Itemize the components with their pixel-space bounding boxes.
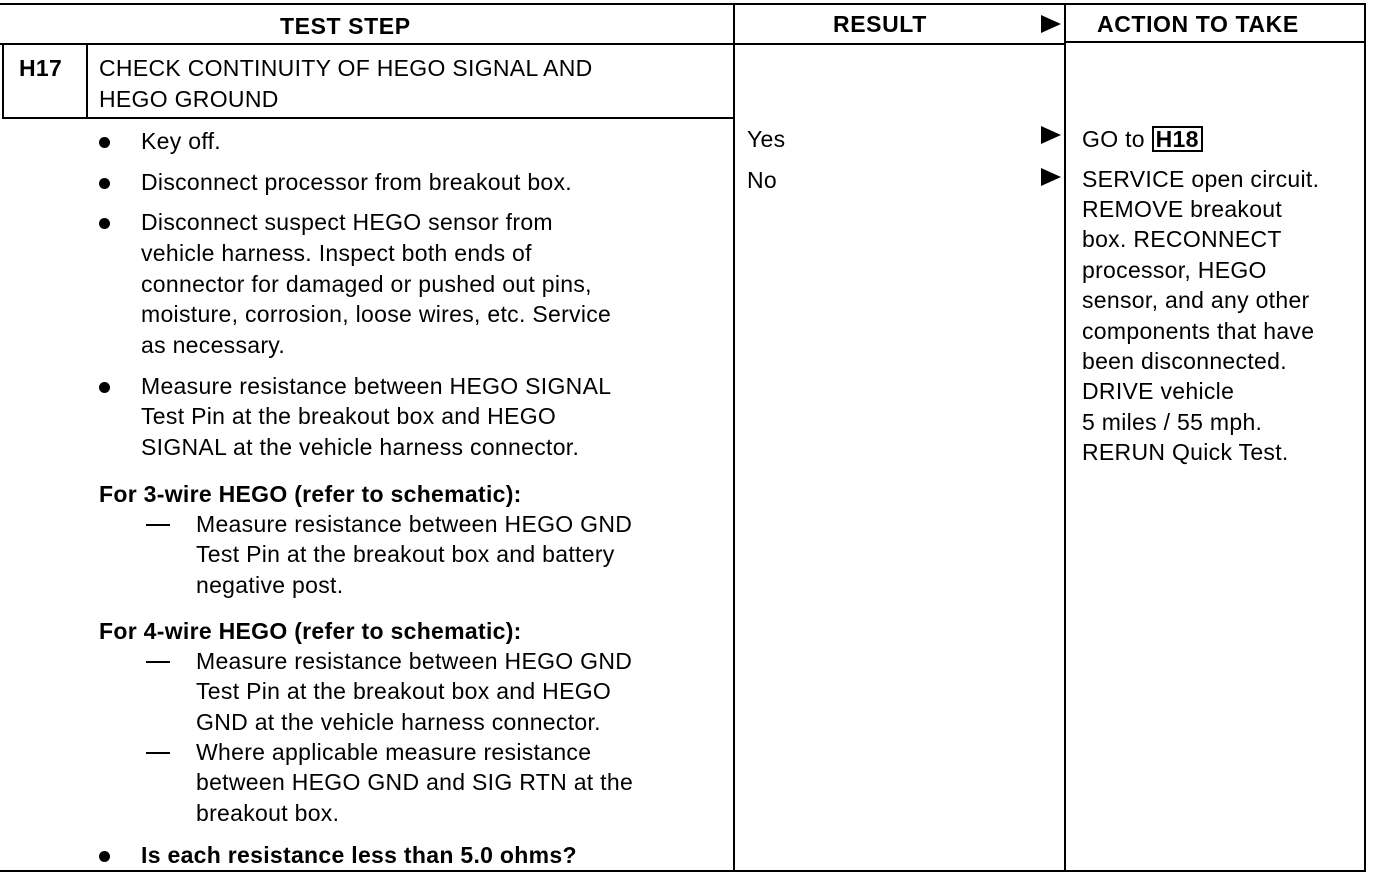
four-wire-item1-line-2: Test Pin at the breakout box and HEGO xyxy=(196,678,612,704)
bullet-icon xyxy=(99,851,110,862)
four-wire-item1-line-3: GND at the vehicle harness connector. xyxy=(196,709,601,735)
instruction-key-off: Key off. xyxy=(141,128,221,154)
three-wire-heading: For 3-wire HEGO (refer to schematic): xyxy=(99,481,522,507)
step-title-line-1: CHECK CONTINUITY OF HEGO SIGNAL AND xyxy=(99,55,593,81)
three-wire-item-line-2: Test Pin at the breakout box and battery xyxy=(196,541,615,567)
instruction-disconnect-sensor-line-5: as necessary. xyxy=(141,332,286,358)
header-bottom-border-right xyxy=(1064,41,1366,43)
dash-icon xyxy=(146,524,170,526)
instruction-disconnect-processor: Disconnect processor from breakout box. xyxy=(141,169,573,195)
table-top-border xyxy=(0,3,1366,5)
arrow-icon xyxy=(1041,168,1061,186)
table-left-border xyxy=(2,45,4,119)
action-yes-prefix: GO to xyxy=(1082,126,1145,152)
step-title-line-2: HEGO GROUND xyxy=(99,86,279,112)
bullet-icon xyxy=(99,137,110,148)
action-no-line-8: DRIVE vehicle xyxy=(1082,378,1235,404)
dash-icon xyxy=(146,752,170,754)
id-cell-divider xyxy=(86,45,88,119)
instruction-measure-signal-line-1: Measure resistance between HEGO SIGNAL xyxy=(141,373,612,399)
action-no-line-2: REMOVE breakout xyxy=(1082,196,1283,222)
action-no-line-1: SERVICE open circuit. xyxy=(1082,166,1320,192)
column-divider-1 xyxy=(733,3,735,871)
header-action-to-take: ACTION TO TAKE xyxy=(1097,11,1299,37)
three-wire-item-line-3: negative post. xyxy=(196,572,344,598)
action-no-line-10: RERUN Quick Test. xyxy=(1082,439,1289,465)
action-no-line-6: components that have xyxy=(1082,318,1315,344)
instruction-disconnect-sensor-line-3: connector for damaged or pushed out pins, xyxy=(141,271,592,297)
action-yes xyxy=(1082,124,1203,155)
bullet-icon xyxy=(99,178,110,189)
step-title-bottom-border xyxy=(2,117,733,119)
header-bottom-border-left xyxy=(0,43,1064,45)
header-result: RESULT xyxy=(833,11,927,37)
three-wire-item-line-1: Measure resistance between HEGO GND xyxy=(196,511,633,537)
action-no-line-9: 5 miles / 55 mph. xyxy=(1082,409,1263,435)
bullet-icon xyxy=(99,382,110,393)
four-wire-item2-line-3: breakout box. xyxy=(196,800,340,826)
header-test-step: TEST STEP xyxy=(280,13,411,39)
column-divider-2 xyxy=(1064,3,1066,871)
result-no: No xyxy=(747,167,778,193)
four-wire-heading: For 4-wire HEGO (refer to schematic): xyxy=(99,618,522,644)
header-arrow-icon xyxy=(1041,15,1061,33)
action-no-line-5: sensor, and any other xyxy=(1082,287,1310,313)
result-yes: Yes xyxy=(747,126,786,152)
instruction-measure-signal-line-2: Test Pin at the breakout box and HEGO xyxy=(141,403,557,429)
instruction-measure-signal-line-3: SIGNAL at the vehicle harness connector. xyxy=(141,434,580,460)
instruction-disconnect-sensor-line-4: moisture, corrosion, loose wires, etc. Service xyxy=(141,301,612,327)
instruction-disconnect-sensor-line-2: vehicle harness. Inspect both ends of xyxy=(141,240,532,266)
question-text: Is each resistance less than 5.0 ohms? xyxy=(141,842,577,868)
four-wire-item1-line-1: Measure resistance between HEGO GND xyxy=(196,648,633,674)
action-no-line-4: processor, HEGO xyxy=(1082,257,1267,283)
table-right-border xyxy=(1364,3,1366,871)
arrow-icon xyxy=(1041,126,1061,144)
action-no-line-7: been disconnected. xyxy=(1082,348,1287,374)
step-reference-h18: H18 xyxy=(1152,126,1203,152)
action-no-line-3: box. RECONNECT xyxy=(1082,226,1282,252)
step-id: H17 xyxy=(19,55,63,81)
four-wire-item2-line-1: Where applicable measure resistance xyxy=(196,739,592,765)
bullet-icon xyxy=(99,218,110,229)
dash-icon xyxy=(146,661,170,663)
instruction-disconnect-sensor-line-1: Disconnect suspect HEGO sensor from xyxy=(141,209,553,235)
four-wire-item2-line-2: between HEGO GND and SIG RTN at the xyxy=(196,769,634,795)
